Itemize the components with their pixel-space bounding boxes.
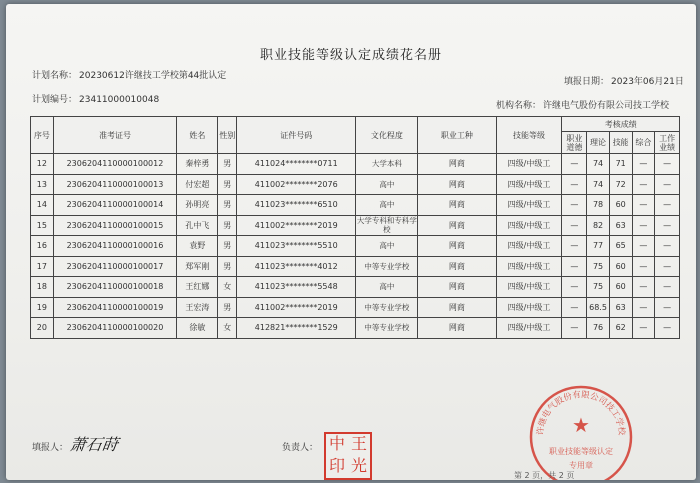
cell-comprehensive: — — [632, 277, 655, 298]
cell-seq: 17 — [31, 256, 54, 277]
header-id-no: 证件号码 — [237, 117, 356, 154]
cell-education: 高中 — [356, 174, 418, 195]
cell-exam-no: 2306204110000100018 — [53, 277, 177, 298]
cell-performance: — — [655, 318, 680, 339]
cell-theory: 75 — [587, 277, 610, 298]
seal-char: 中 — [328, 434, 345, 453]
cell-ethics: — — [562, 174, 587, 195]
cell-level: 四级/中级工 — [496, 297, 562, 318]
seal-char: 印 — [328, 456, 345, 475]
cell-education: 中等专业学校 — [356, 297, 418, 318]
header-theory: 理论 — [587, 132, 610, 154]
cell-exam-no: 2306204110000100017 — [53, 256, 177, 277]
cell-theory: 78 — [587, 195, 610, 216]
plan-no-value: 23411000010048 — [79, 95, 160, 105]
table-row — [31, 277, 680, 298]
cell-performance: — — [655, 195, 680, 216]
document-title: 职业技能等级认定成绩花名册 — [259, 48, 442, 63]
cell-gender: 男 — [218, 195, 237, 216]
cell-ethics: — — [562, 256, 587, 277]
cell-gender: 男 — [218, 215, 237, 236]
cell-performance: — — [655, 297, 680, 318]
cell-trade: 网商 — [418, 318, 496, 339]
cell-skill: 60 — [609, 195, 632, 216]
cell-id-no: 411023********5510 — [237, 236, 356, 257]
personal-seal — [324, 432, 372, 480]
cell-exam-no: 2306204110000100015 — [53, 215, 177, 236]
cell-performance: — — [655, 215, 680, 236]
cell-id-no: 411023********5548 — [237, 277, 356, 298]
round-seal-bottom-text: 专用章 — [569, 461, 593, 470]
cell-seq: 14 — [31, 195, 54, 216]
cell-exam-no: 2306204110000100019 — [53, 297, 177, 318]
cell-ethics: — — [562, 297, 587, 318]
cell-performance: — — [655, 154, 680, 175]
cell-gender: 男 — [218, 174, 237, 195]
table-row — [31, 318, 680, 339]
cell-level: 四级/中级工 — [496, 174, 562, 195]
cell-seq: 16 — [31, 236, 54, 257]
cell-ethics: — — [562, 318, 587, 339]
table-row — [31, 236, 680, 257]
page-number: 第 2 页，共 2 页 — [514, 471, 575, 480]
cell-gender: 男 — [218, 297, 237, 318]
cell-education: 大学本科 — [356, 154, 418, 175]
cell-trade: 网商 — [418, 174, 496, 195]
table-row — [31, 215, 680, 236]
cell-theory: 74 — [587, 154, 610, 175]
cell-ethics: — — [562, 277, 587, 298]
table-row — [31, 297, 680, 318]
org-name-line — [496, 98, 671, 111]
cell-exam-no: 2306204110000100013 — [53, 174, 177, 195]
cell-seq: 13 — [31, 174, 54, 195]
cell-name: 郑军刚 — [177, 256, 218, 277]
round-seal-center-text: 职业技能等级认定 — [549, 447, 613, 456]
cell-education: 高中 — [356, 277, 418, 298]
cell-id-no: 411023********4012 — [237, 256, 356, 277]
cell-skill: 63 — [609, 215, 632, 236]
cell-comprehensive: — — [632, 195, 655, 216]
plan-name-line — [32, 68, 228, 81]
cell-seq: 12 — [31, 154, 54, 175]
seal-char: 王 — [350, 434, 367, 453]
cell-gender: 男 — [218, 236, 237, 257]
cell-comprehensive: — — [632, 318, 655, 339]
fill-date-line — [564, 74, 686, 87]
cell-seq: 18 — [31, 277, 54, 298]
cell-exam-no: 2306204110000100014 — [53, 195, 177, 216]
cell-name: 孙明亮 — [177, 195, 218, 216]
cell-skill: 60 — [609, 277, 632, 298]
cell-trade: 网商 — [418, 256, 496, 277]
cell-skill: 60 — [609, 256, 632, 277]
cell-level: 四级/中级工 — [496, 236, 562, 257]
cell-exam-no: 2306204110000100016 — [53, 236, 177, 257]
cell-comprehensive: — — [632, 256, 655, 277]
cell-level: 四级/中级工 — [496, 277, 562, 298]
official-round-seal — [526, 382, 636, 480]
cell-exam-no: 2306204110000100020 — [53, 318, 177, 339]
header-exam-no: 准考证号 — [53, 117, 177, 154]
cell-skill: 65 — [609, 236, 632, 257]
cell-exam-no: 2306204110000100012 — [53, 154, 177, 175]
plan-name-value: 20230612许继技工学校第44批认定 — [79, 71, 227, 81]
cell-gender: 男 — [218, 256, 237, 277]
cell-ethics: — — [562, 215, 587, 236]
cell-id-no: 411023********6510 — [237, 195, 356, 216]
cell-seq: 15 — [31, 215, 54, 236]
cell-theory: 68.5 — [587, 297, 610, 318]
cell-comprehensive: — — [632, 236, 655, 257]
seal-char: 光 — [350, 456, 367, 475]
cell-theory: 74 — [587, 174, 610, 195]
header-skill: 技能 — [609, 132, 632, 154]
reporter-signature: 萧石莳 — [68, 435, 120, 454]
header-level: 技能等级 — [496, 117, 562, 154]
reporter-label: 填报人： — [32, 443, 69, 453]
header-seq: 序号 — [31, 117, 54, 154]
cell-comprehensive: — — [632, 174, 655, 195]
cell-trade: 网商 — [418, 236, 496, 257]
cell-id-no: 411002********2019 — [237, 297, 356, 318]
cell-education: 中等专业学校 — [356, 318, 418, 339]
cell-name: 徐敏 — [177, 318, 218, 339]
fill-date-value: 2023年06月21日 — [611, 77, 684, 87]
cell-level: 四级/中级工 — [496, 215, 562, 236]
plan-no-line — [32, 92, 161, 105]
cell-seq: 20 — [31, 318, 54, 339]
cell-level: 四级/中级工 — [496, 195, 562, 216]
cell-ethics: — — [562, 154, 587, 175]
cell-skill: 71 — [609, 154, 632, 175]
cell-level: 四级/中级工 — [496, 256, 562, 277]
cell-trade: 网商 — [418, 297, 496, 318]
cell-theory: 82 — [587, 215, 610, 236]
grades-table — [30, 116, 680, 339]
cell-trade: 网商 — [418, 215, 496, 236]
cell-name: 王宏涛 — [177, 297, 218, 318]
header-education: 文化程度 — [356, 117, 418, 154]
cell-name: 袁野 — [177, 236, 218, 257]
cell-theory: 77 — [587, 236, 610, 257]
cell-gender: 女 — [218, 318, 237, 339]
cell-level: 四级/中级工 — [496, 154, 562, 175]
cell-name: 王红娜 — [177, 277, 218, 298]
cell-trade: 网商 — [418, 277, 496, 298]
cell-name: 付宏超 — [177, 174, 218, 195]
table-row — [31, 195, 680, 216]
plan-no-label: 计划编号： — [32, 95, 78, 105]
cell-id-no: 411024********0711 — [237, 154, 356, 175]
seal-star-icon: ★ — [572, 413, 590, 437]
org-name-label: 机构名称： — [496, 101, 542, 111]
header-ethics: 职业道德 — [562, 132, 587, 154]
cell-level: 四级/中级工 — [496, 318, 562, 339]
cell-skill: 62 — [609, 318, 632, 339]
header-scores-group: 考核成绩 — [562, 117, 680, 132]
header-gender: 性别 — [218, 117, 237, 154]
header-performance: 工作业绩 — [655, 132, 680, 154]
cell-name: 孔中飞 — [177, 215, 218, 236]
cell-trade: 网商 — [418, 154, 496, 175]
cell-name: 秦梓勇 — [177, 154, 218, 175]
table-row — [31, 154, 680, 175]
header-comprehensive: 综合 — [632, 132, 655, 154]
cell-performance: — — [655, 256, 680, 277]
header-name: 姓名 — [177, 117, 218, 154]
cell-id-no: 412821********1529 — [237, 318, 356, 339]
roster-document — [6, 4, 696, 480]
cell-id-no: 411002********2019 — [237, 215, 356, 236]
cell-gender: 女 — [218, 277, 237, 298]
cell-education: 高中 — [356, 195, 418, 216]
cell-skill: 72 — [609, 174, 632, 195]
cell-seq: 19 — [31, 297, 54, 318]
cell-comprehensive: — — [632, 215, 655, 236]
round-seal-arc-text: 许继电气股份有限公司技工学校 — [535, 390, 627, 436]
cell-comprehensive: — — [632, 297, 655, 318]
cell-education: 高中 — [356, 236, 418, 257]
cell-performance: — — [655, 174, 680, 195]
cell-comprehensive: — — [632, 154, 655, 175]
cell-performance: — — [655, 236, 680, 257]
fill-date-label: 填报日期： — [564, 77, 610, 87]
cell-theory: 76 — [587, 318, 610, 339]
cell-education: 大学专科和专科学校 — [356, 216, 417, 235]
cell-skill: 63 — [609, 297, 632, 318]
responsible-label: 负责人： — [282, 443, 319, 453]
org-name-value: 许继电气股份有限公司技工学校 — [543, 101, 670, 111]
cell-id-no: 411002********2076 — [237, 174, 356, 195]
cell-ethics: — — [562, 195, 587, 216]
cell-performance: — — [655, 277, 680, 298]
cell-education: 中等专业学校 — [356, 256, 418, 277]
cell-gender: 男 — [218, 154, 237, 175]
header-trade: 职业工种 — [418, 117, 496, 154]
cell-theory: 75 — [587, 256, 610, 277]
cell-trade: 网商 — [418, 195, 496, 216]
plan-name-label: 计划名称： — [32, 71, 78, 81]
table-row — [31, 174, 680, 195]
table-row — [31, 256, 680, 277]
cell-ethics: — — [562, 236, 587, 257]
